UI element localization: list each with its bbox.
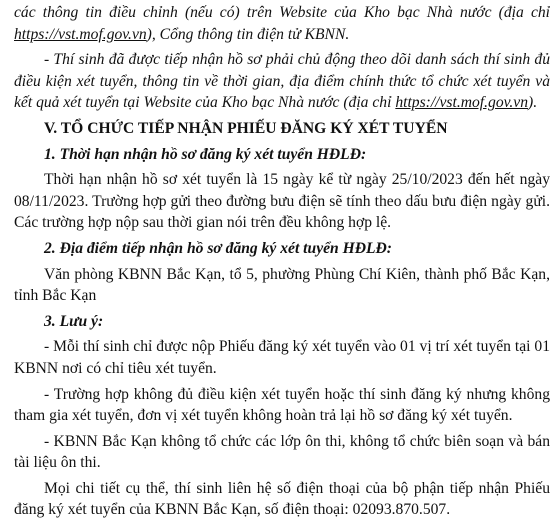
- treasury-website-link[interactable]: https://vst.mof.gov.vn: [14, 25, 147, 43]
- deadline-paragraph: Thời hạn nhận hồ sơ xét tuyển là 15 ngày kể từ ngày 25/10/2023 đến hết ngày 08/11/2023. Trường hợp gửi theo đường bưu điện sẽ tính theo dấu bưu điện ngày gửi. Các trường hợp nộp sau thời gian nói trên đều không hợp lệ.: [14, 171, 550, 232]
- section-heading: V. TỔ CHỨC TIẾP NHẬN PHIẾU ĐĂNG KÝ XÉT TUYỂN: [44, 119, 448, 137]
- notes-subheading: 3. Lưu ý:: [44, 312, 104, 330]
- info-update-text-end: ), Cổng thông tin điện tử KBNN.: [146, 25, 350, 43]
- location-subheading: 2. Địa điểm tiếp nhận hồ sơ đăng ký xét tuyển HĐLĐ:: [44, 239, 392, 257]
- note-item: - KBNN Bắc Kạn không tổ chức các lớp ôn thi, không tổ chức biên soạn và bán tài liệu ôn thi.: [14, 432, 550, 472]
- note-item: - Mỗi thí sinh chỉ được nộp Phiếu đăng ký xét tuyển vào 01 vị trí xét tuyển tại 01 KBNN nơi có chỉ tiêu xét tuyển.: [14, 338, 550, 377]
- info-update-paragraph: [14, 2, 550, 45]
- location-paragraph: Văn phòng KBNN Bắc Kạn, tổ 5, phường Phùng Chí Kiên, thành phố Bắc Kạn, tỉnh Bắc Kạn: [14, 265, 550, 305]
- note-item: - Trường hợp không đủ điều kiện xét tuyển hoặc thí sinh đăng ký nhưng không tham gia xét tuyển, đơn vị xét tuyển không hoàn trả lại hồ sơ đăng ký xét tuyển.: [14, 385, 550, 425]
- contact-paragraph: Mọi chi tiết cụ thể, thí sinh liên hệ số điện thoại của bộ phận tiếp nhận Phiếu đăng ký xét tuyển của KBNN Bắc Kạn, số điện thoại: 02093.870.507.: [14, 479, 550, 519]
- monitor-list-paragraph: [14, 49, 550, 114]
- treasury-website-link-2[interactable]: https://vst.mof.gov.vn: [395, 94, 528, 112]
- deadline-subheading: 1. Thời hạn nhận hồ sơ đăng ký xét tuyển HĐLĐ:: [44, 145, 367, 163]
- monitor-list-text: - Thí sinh đã được tiếp nhận hồ sơ phải chủ động theo dõi danh sách thí sinh đủ điều kiện xét tuyển, thông tin về thời gian, địa điểm chính thức tổ chức xét tuyển và kết quả xét tuyển tại Website của Kho bạc Nhà nước (địa chỉ: [14, 51, 550, 112]
- info-update-text: các thông tin điều chỉnh (nếu có) trên Website của Kho bạc Nhà nước (địa chỉ: [14, 4, 550, 21]
- monitor-list-text-end: ).: [528, 94, 538, 112]
